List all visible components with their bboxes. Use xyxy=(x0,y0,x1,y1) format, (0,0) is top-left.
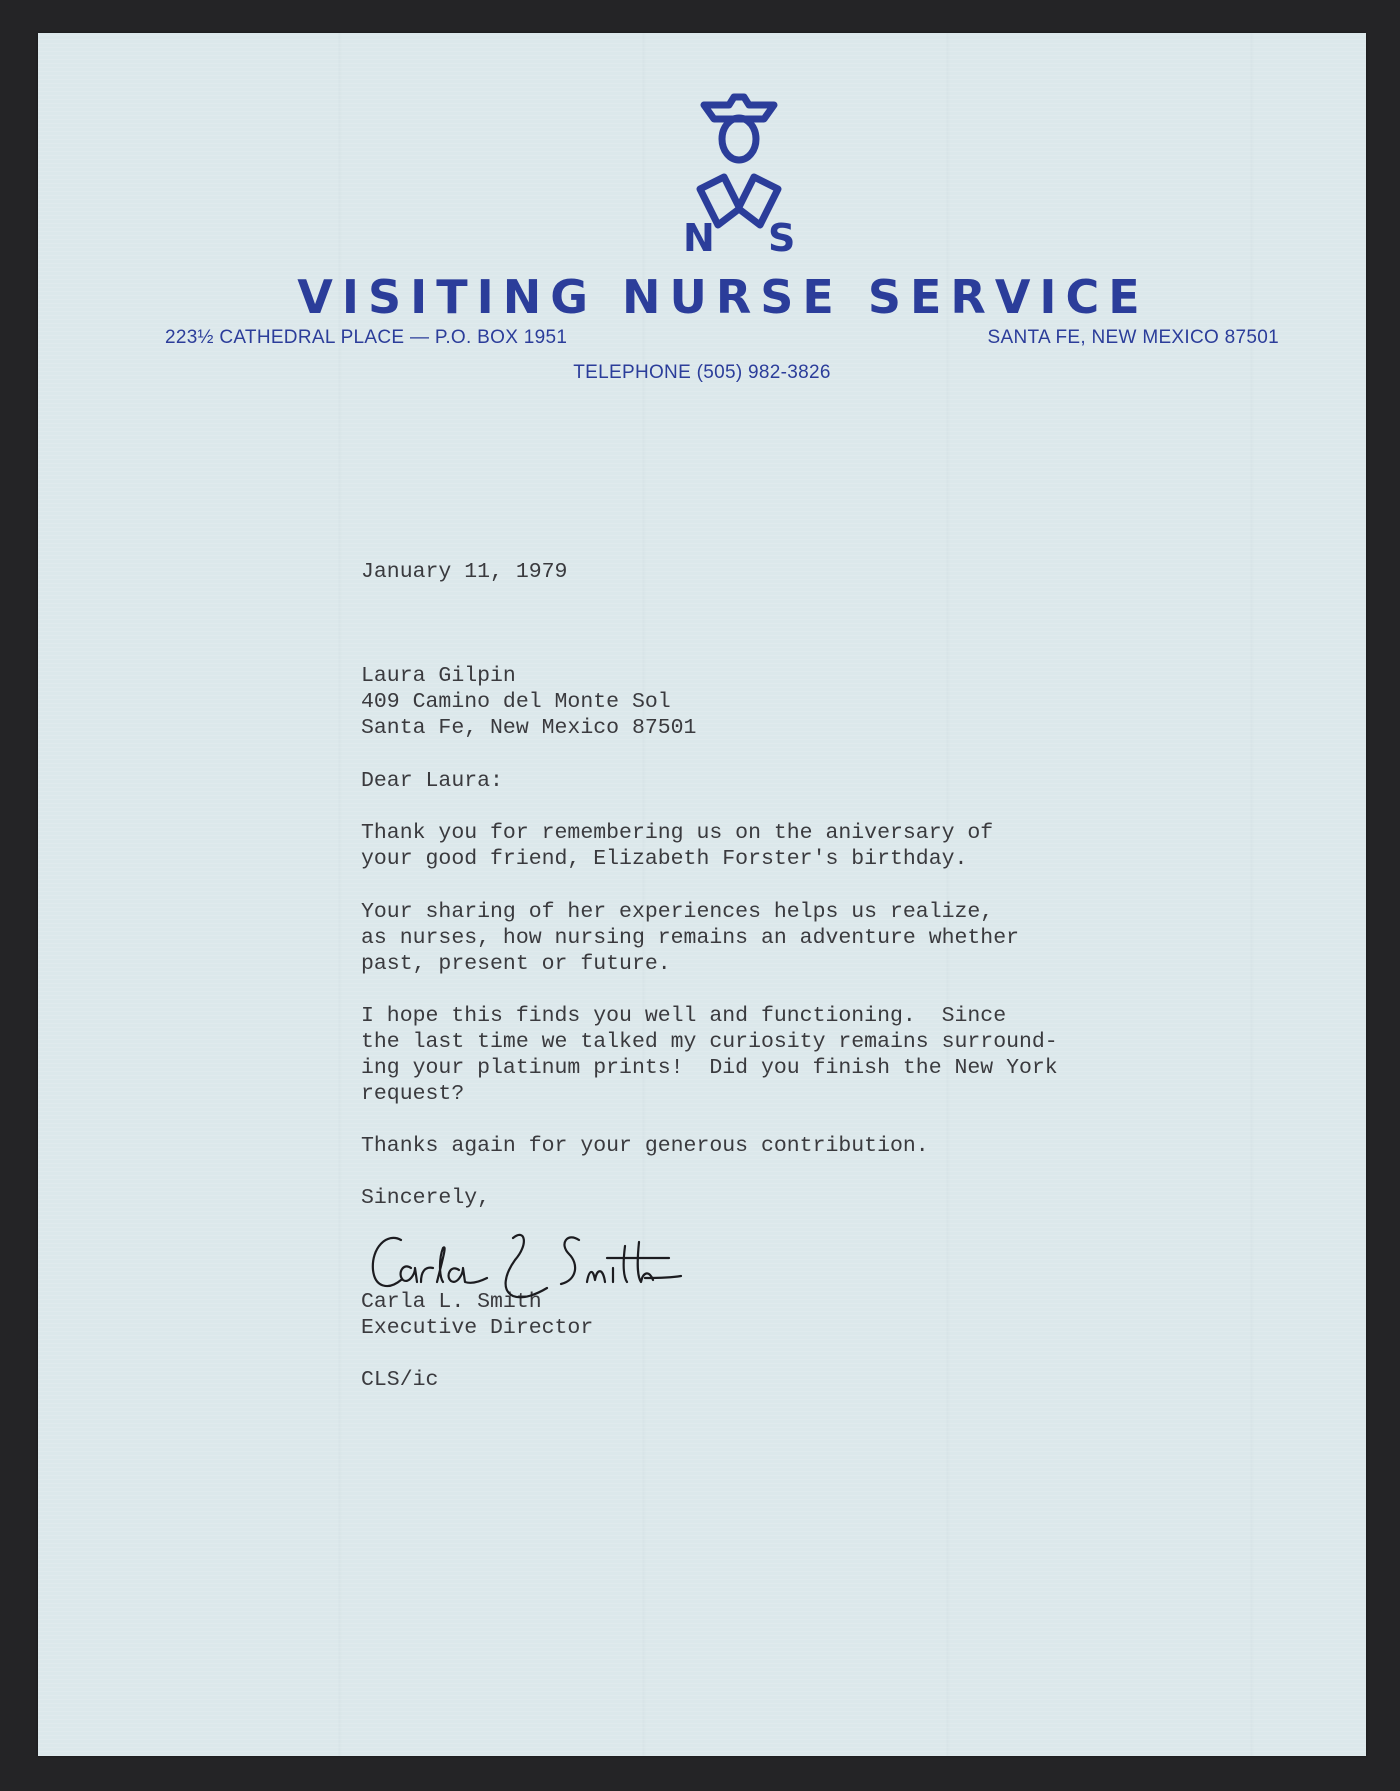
paragraph-line: the last time we talked my curiosity remains surround- xyxy=(361,1030,1058,1054)
paragraph-line: Thanks again for your generous contribution. xyxy=(361,1134,929,1158)
salutation: Dear Laura: xyxy=(361,769,503,793)
letter-page xyxy=(38,33,1366,1756)
paragraph-line: I hope this finds you well and functioning. Since xyxy=(361,1004,1007,1028)
paragraph-line: past, present or future. xyxy=(361,952,671,976)
organization-name: VISITING NURSE SERVICE xyxy=(297,270,1149,324)
typist-initials: CLS/ic xyxy=(361,1368,439,1392)
logo-letter-n: N xyxy=(683,216,715,255)
letter-date: January 11, 1979 xyxy=(361,560,568,584)
recipient-city: Santa Fe, New Mexico 87501 xyxy=(361,716,697,740)
closing: Sincerely, xyxy=(361,1186,491,1210)
nurse-logo-icon xyxy=(654,85,824,255)
handwritten-signature xyxy=(363,1218,699,1328)
paragraph-line: Thank you for remembering us on the aniversary of xyxy=(361,821,994,845)
telephone-number: TELEPHONE (505) 982-3826 xyxy=(573,362,831,383)
city-state-zip: SANTA FE, NEW MEXICO 87501 xyxy=(987,327,1279,348)
nurse-face-icon xyxy=(722,118,756,160)
paragraph-line: request? xyxy=(361,1082,465,1106)
paragraph-line: your good friend, Elizabeth Forster's birthday. xyxy=(361,847,968,871)
mailing-address: 223½ CATHEDRAL PLACE — P.O. BOX 1951 xyxy=(165,327,568,348)
paragraph-line: as nurses, how nursing remains an adventure whether xyxy=(361,926,1020,950)
paragraph-line: ing your platinum prints! Did you finish the New York xyxy=(361,1056,1058,1080)
paragraph-line: Your sharing of her experiences helps us realize, xyxy=(361,900,994,924)
logo-letter-s: S xyxy=(768,216,796,255)
recipient-street: 409 Camino del Monte Sol xyxy=(361,690,671,714)
signer-name: Carla L. Smith xyxy=(361,1290,542,1314)
recipient-name: Laura Gilpin xyxy=(361,664,516,688)
signer-title: Executive Director xyxy=(361,1316,594,1340)
